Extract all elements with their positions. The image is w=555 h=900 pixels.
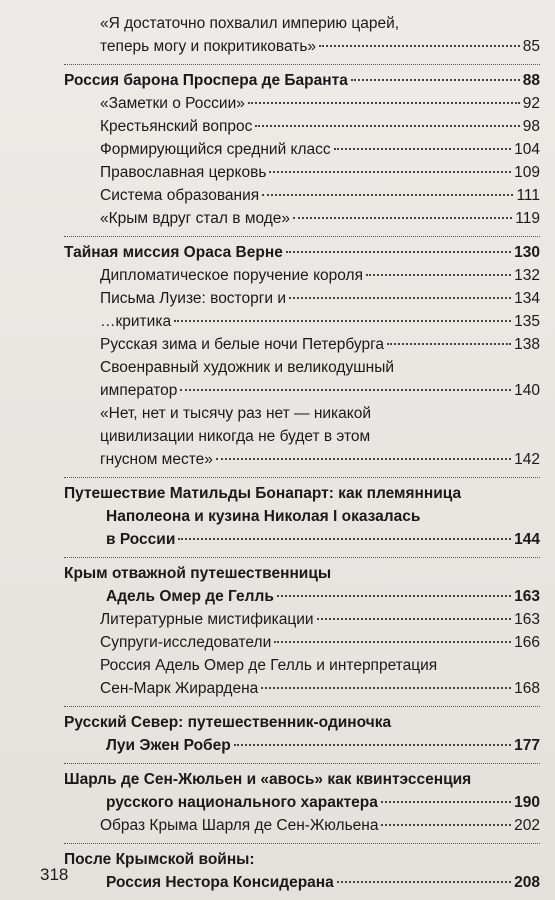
dot-leader [387, 343, 511, 345]
toc-entry-title: русского национального характера [106, 794, 378, 811]
toc-entry-title: Дипломатическое поручение короля [100, 267, 363, 284]
toc-entry [64, 791, 540, 814]
toc-entry-page: 144 [514, 531, 540, 548]
toc-entry [64, 287, 540, 310]
toc-entry [64, 115, 540, 138]
toc-entry-title: «Заметки о России» [100, 95, 245, 112]
toc-title-line: Наполеона и кузина Николая I оказалась [106, 508, 421, 525]
toc-entry-title: Тайная миссия Ораса Верне [64, 244, 283, 261]
toc-entry-page: 92 [522, 95, 540, 112]
toc-entry-page: 208 [514, 874, 540, 891]
toc-entry-title: в России [106, 531, 176, 548]
toc-title-line: цивилизации никогда не будет в этом [100, 428, 371, 445]
toc-entry [64, 631, 540, 654]
section-divider [64, 706, 540, 707]
toc-entry-title: …критика [100, 313, 172, 330]
toc-title-line: Россия Адель Омер де Гелль и интерпретация [100, 657, 438, 674]
dot-leader [274, 641, 511, 643]
toc-entry-title: Россия Нестора Консидерана [106, 874, 334, 891]
toc-title-line: Путешествие Матильды Бонапарт: как племянница [64, 485, 462, 502]
toc-entry-title: Россия барона Проспера де Баранта [64, 72, 348, 89]
toc-entry [64, 608, 540, 631]
dot-leader [381, 824, 511, 826]
toc-entry [64, 184, 540, 207]
toc-title-line: Крым отважной путешественницы [64, 565, 332, 582]
page-number: 318 [40, 865, 69, 884]
toc-title-line: Русский Север: путешественник-одиночка [64, 714, 392, 731]
toc-entry [64, 35, 540, 58]
section-divider [64, 763, 540, 764]
dot-leader [277, 595, 511, 597]
section-divider [64, 843, 540, 844]
toc-entry [64, 814, 540, 837]
toc-entry-title: Адель Омер де Гелль [106, 588, 274, 605]
toc-entry [64, 585, 540, 608]
dot-leader [334, 148, 511, 150]
dot-leader [317, 618, 512, 620]
toc-title-line: «Я достаточно похвалил империю царей, [100, 15, 400, 32]
dot-leader [255, 125, 519, 127]
toc-entry [64, 333, 540, 356]
toc-entry-title: Образ Крыма Шарля де Сен-Жюльена [100, 817, 379, 834]
toc-entry-title: Письма Луизе: восторги и [100, 290, 286, 307]
section-divider [64, 557, 540, 558]
dot-leader [319, 45, 520, 47]
toc-entry-title: Супруги-исследователи [100, 634, 272, 651]
toc-entry-title: гнусном месте» [100, 451, 213, 468]
dot-leader [261, 687, 511, 689]
dot-leader [293, 217, 512, 219]
dot-leader [180, 389, 511, 391]
toc-title-line: Шарль де Сен-Жюльен и «авось» как квинтэссенция [64, 771, 472, 788]
toc-entry-title: император [100, 382, 178, 399]
dot-leader [286, 251, 511, 253]
toc-entry-page: 142 [514, 451, 540, 468]
toc-entry-page: 119 [515, 210, 540, 227]
toc-entry [64, 677, 540, 700]
toc-entry [64, 871, 540, 894]
toc-entry-page: 166 [514, 634, 540, 651]
toc-entry-title: «Крым вдруг стал в моде» [100, 210, 291, 227]
toc-entry [64, 528, 540, 551]
dot-leader [366, 274, 511, 276]
toc-entry [64, 264, 540, 287]
dot-leader [216, 458, 511, 460]
toc-entry [64, 138, 540, 161]
toc-entry-title: Православная церковь [100, 164, 267, 181]
toc-entry-page: 202 [514, 817, 540, 834]
dot-leader [381, 801, 511, 803]
dot-leader [262, 194, 513, 196]
dot-leader [248, 102, 520, 104]
toc-entry [64, 69, 540, 92]
toc-entry-page: 130 [514, 244, 540, 261]
toc-entry-page: 190 [514, 794, 540, 811]
toc-entry-page: 111 [516, 187, 540, 204]
toc-entry-title: Литературные мистификации [100, 611, 314, 628]
section-divider [64, 64, 540, 65]
toc-entry-page: 140 [514, 382, 540, 399]
toc-entry-title: Луи Эжен Робер [106, 737, 231, 754]
toc-entry-title: Крестьянский вопрос [100, 118, 253, 135]
dot-leader [351, 79, 520, 81]
section-divider [64, 477, 540, 478]
toc-entry-title: Система образования [100, 187, 260, 204]
section-divider [64, 236, 540, 237]
toc-entry-page: 163 [514, 588, 540, 605]
toc-entry-title: теперь могу и покритиковать» [100, 38, 317, 55]
toc-entry-page: 134 [514, 290, 540, 307]
toc-entry-title: Русская зима и белые ночи Петербурга [100, 336, 385, 353]
toc-entry-title: Формирующийся средний класс [100, 141, 331, 158]
toc-entry-page: 163 [514, 611, 540, 628]
toc-title-line: Своенравный художник и великодушный [100, 359, 395, 376]
toc-entry-page: 104 [514, 141, 540, 158]
table-of-contents [64, 12, 540, 894]
toc-entry-page: 168 [514, 680, 540, 697]
toc-entry-page: 98 [522, 118, 540, 135]
dot-leader [269, 171, 511, 173]
toc-entry-page: 132 [514, 267, 540, 284]
toc-entry-page: 85 [522, 38, 540, 55]
toc-entry [64, 207, 540, 230]
toc-entry [64, 310, 540, 333]
dot-leader [289, 297, 511, 299]
toc-entry-title: Сен-Марк Жирардена [100, 680, 259, 697]
toc-title-line: «Нет, нет и тысячу раз нет — никакой [100, 405, 372, 422]
toc-entry-page: 88 [522, 72, 540, 89]
toc-entry-page: 135 [514, 313, 540, 330]
toc-entry-page: 177 [514, 737, 540, 754]
toc-entry [64, 241, 540, 264]
dot-leader [174, 320, 511, 322]
toc-entry [64, 161, 540, 184]
toc-entry-page: 109 [514, 164, 540, 181]
toc-entry [64, 734, 540, 757]
dot-leader [337, 881, 511, 883]
dot-leader [178, 538, 511, 540]
toc-entry [64, 379, 540, 402]
toc-entry [64, 448, 540, 471]
toc-entry-page: 138 [514, 336, 540, 353]
dot-leader [234, 744, 511, 746]
toc-entry [64, 92, 540, 115]
toc-title-line: После Крымской войны: [64, 851, 255, 868]
